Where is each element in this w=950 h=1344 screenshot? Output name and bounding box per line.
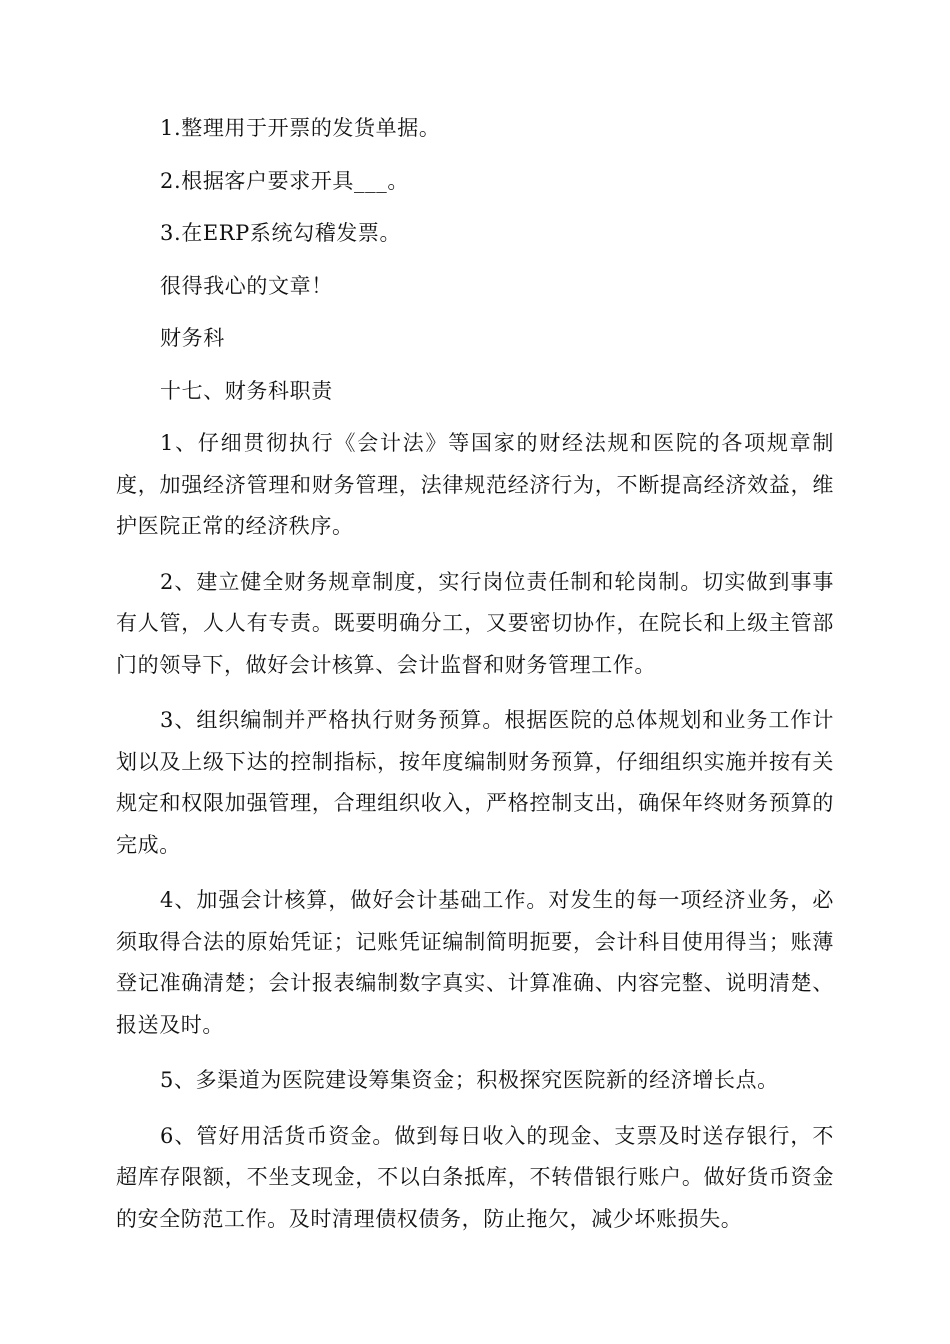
paragraph: 5、多渠道为医院建设筹集资金；积极探究医院新的经济增长点。 [160, 1068, 779, 1092]
section-label: 财务科 [160, 326, 225, 350]
list-item: 1.整理用于开票的发货单据。 [160, 116, 441, 140]
paragraph: 很得我心的文章！ [160, 273, 333, 298]
paragraph: 4、加强会计核算，做好会计基础工作。对发生的每一项经济业务，必须取得合法的原始凭证；记账凭证编制简明扼要，会计科目使用得当；账薄登记准确清楚；会计报表编制数字真实、计算准确、内容完整、说明清楚、报送及时。 [116, 888, 834, 1037]
paragraph: 6、管好用活货币资金。做到每日收入的现金、支票及时送存银行，不超库存限额，不坐支现金，不以白条抵库，不转借银行账户。做好货币资金的安全防范工作。及时清理债权债务，防止拖欠，减少坏账损失。 [116, 1123, 834, 1231]
paragraph: 3、组织编制并严格执行财务预算。根据医院的总体规划和业务工作计划以及上级下达的控制指标，按年度编制财务预算，仔细组织实施并按有关规定和权限加强管理，合理组织收入，严格控制支出，确保年终财务预算的完成。 [116, 708, 834, 857]
paragraph: 2、建立健全财务规章制度，实行岗位责任制和轮岗制。切实做到事事有人管，人人有专责。既要明确分工，又要密切协作，在院长和上级主管部门的领导下，做好会计核算、会计监督和财务管理工作。 [116, 569, 834, 677]
list-item: 3.在ERP系统勾稽发票。 [160, 221, 402, 245]
list-item: 2.根据客户要求开具___。 [160, 168, 409, 193]
section-heading: 十七、财务科职责 [160, 378, 333, 403]
paragraph: 1、仔细贯彻执行《会计法》等国家的财经法规和医院的各项规章制度，加强经济管理和财务管理，法律规范经济行为，不断提高经济效益，维护医院正常的经济秩序。 [116, 431, 834, 538]
document-body [116, 108, 834, 1254]
